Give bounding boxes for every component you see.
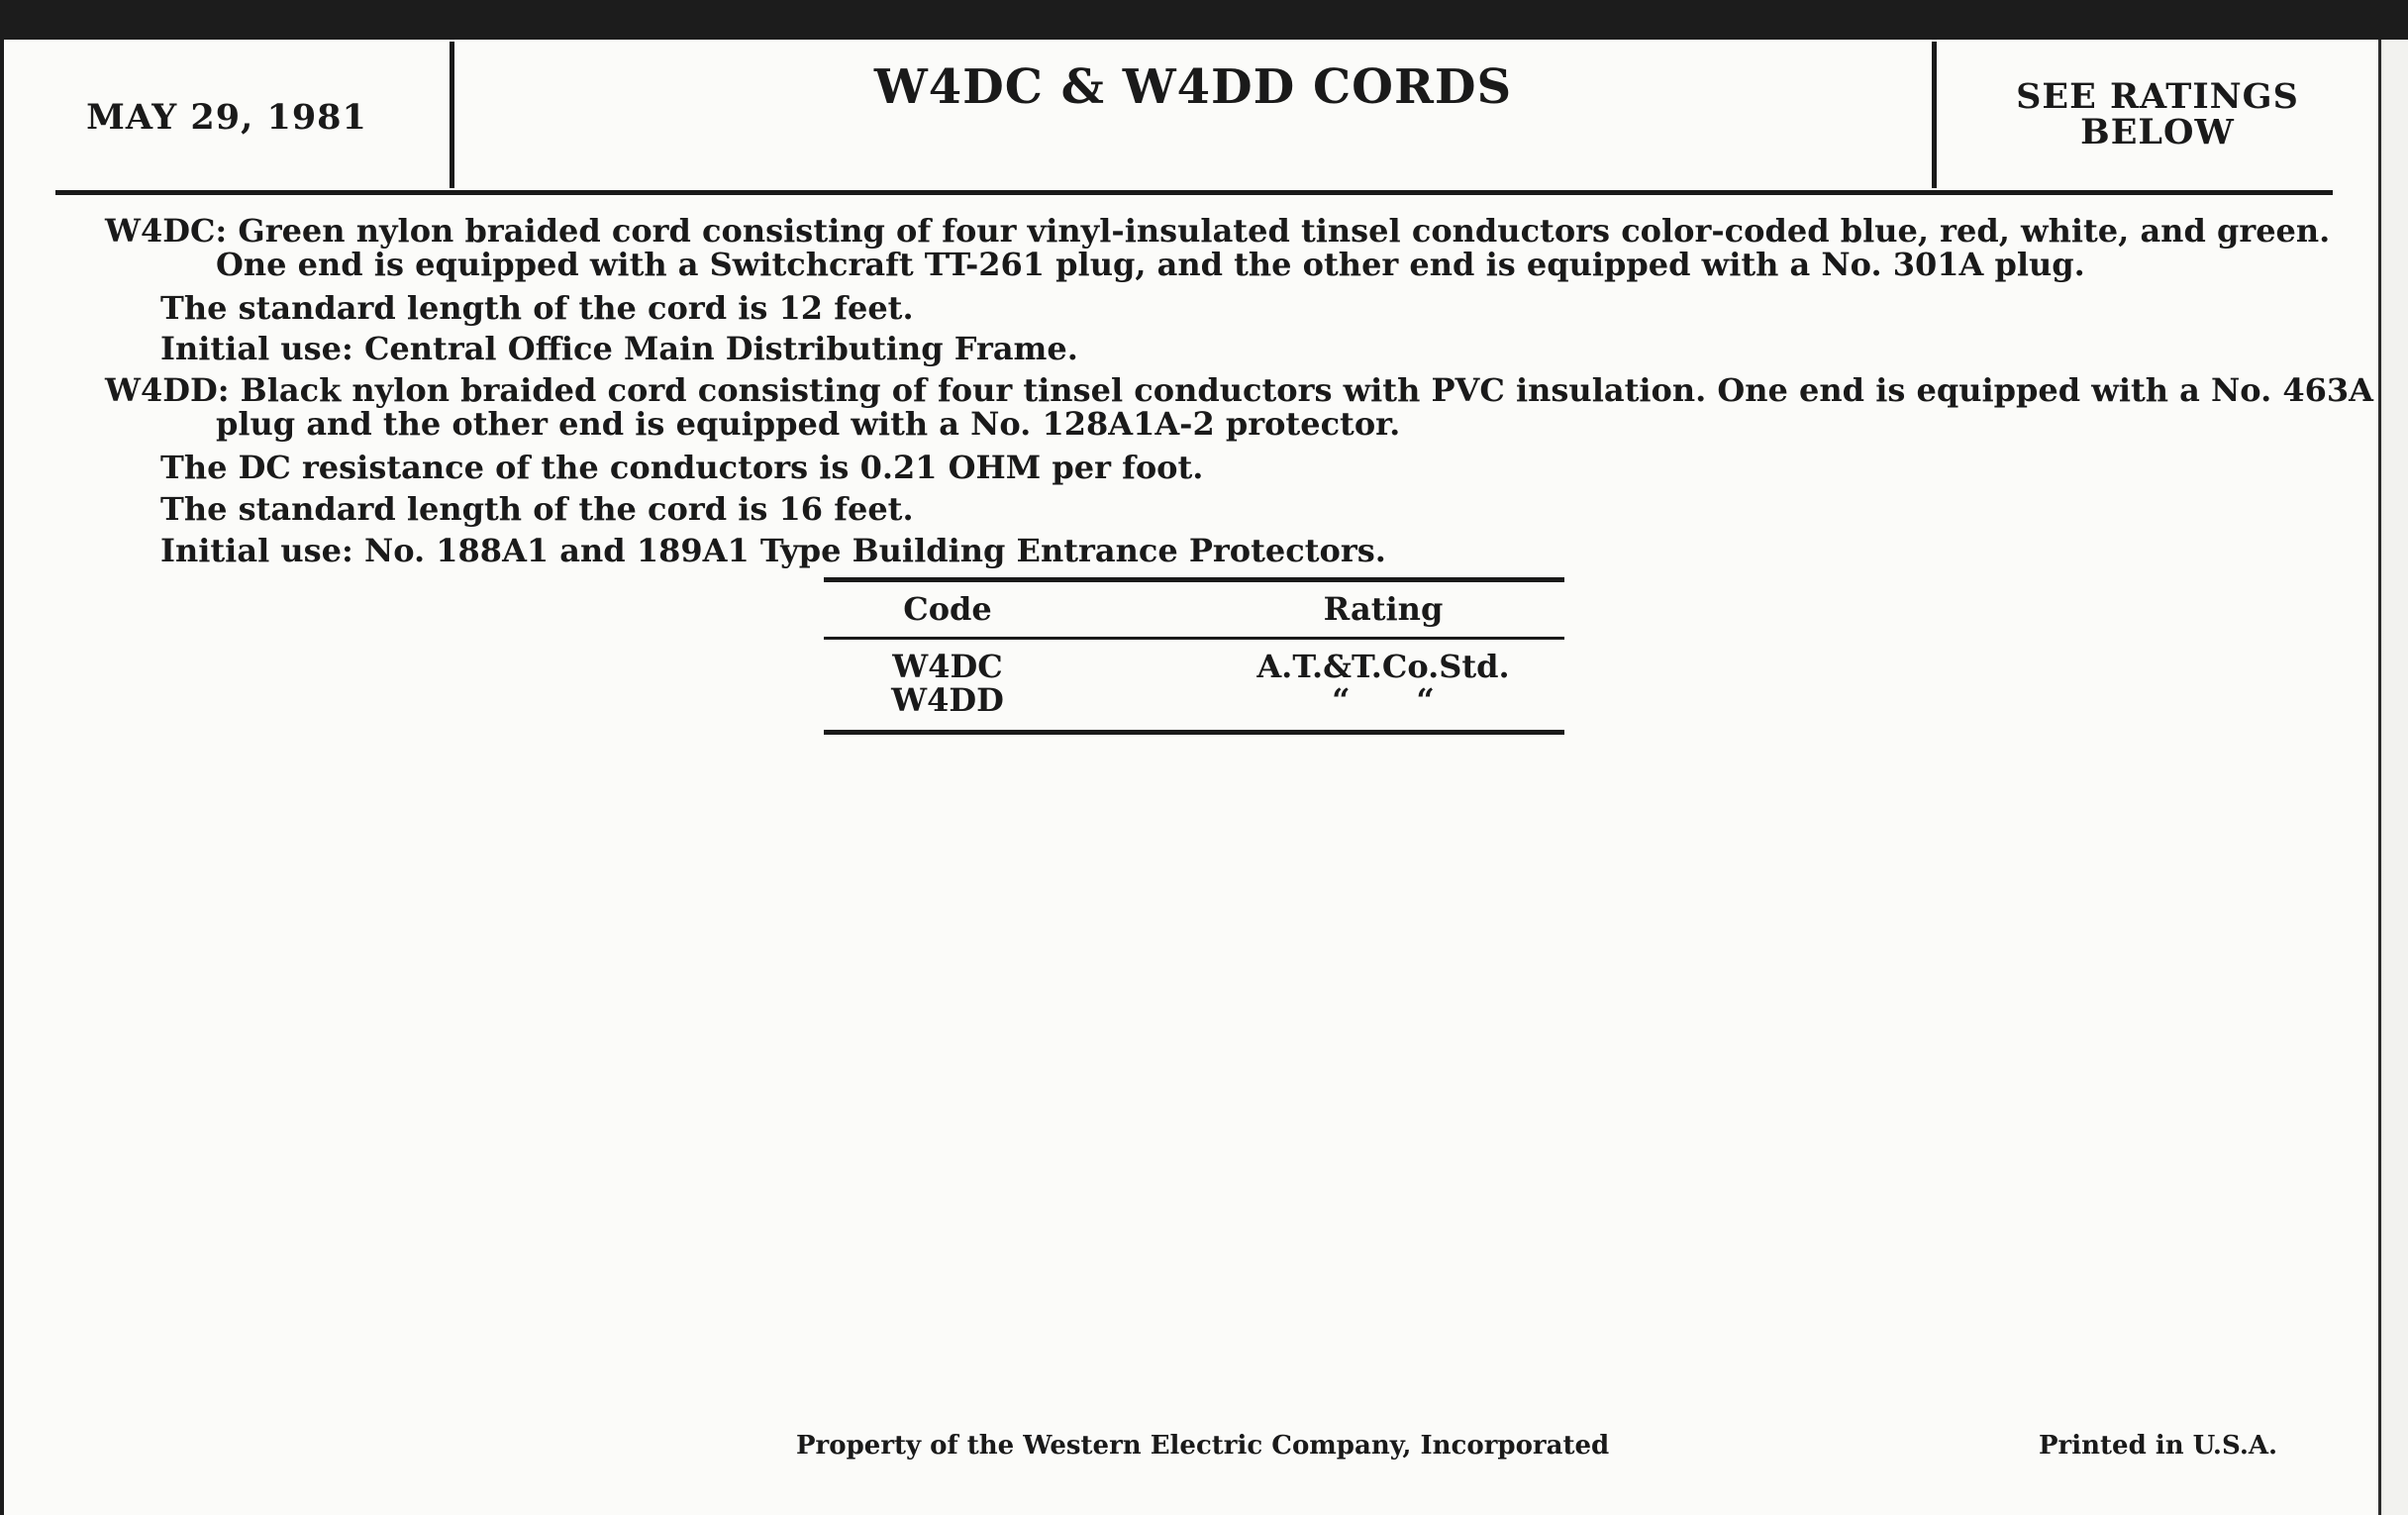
w4dd-resistance: The DC resistance of the conductors is 0.21 OHM per foot.	[160, 449, 1204, 486]
ratings-table	[824, 577, 1564, 736]
table-column-rating	[1240, 650, 1527, 717]
table-header-code: Code	[903, 590, 992, 628]
header-rule	[55, 190, 2333, 195]
w4dd-initial-use: Initial use: No. 188A1 and 189A1 Type Building Entrance Protectors.	[160, 532, 1386, 569]
table-rule-top	[824, 577, 1564, 582]
page-title: W4DC & W4DD CORDS	[873, 59, 1513, 115]
issue-date: MAY 29, 1981	[86, 97, 367, 138]
w4dd-description-line2: plug and the other end is equipped with a No. 128A1A-2 protector.	[216, 405, 1401, 443]
card-header	[4, 40, 2378, 194]
spec-card	[4, 40, 2378, 1515]
w4dd-length: The standard length of the cord is 16 feet.	[160, 490, 914, 528]
w4dc-description-line2: One end is equipped with a Switchcraft TT-261 plug, and the other end is equipped with a No. 301A plug.	[216, 246, 2085, 283]
table-cell-rating: “ “	[1332, 681, 1435, 719]
footer-printed-in: Printed in U.S.A.	[2039, 1431, 2278, 1461]
footer-property-notice: Property of the Western Electric Company, Incorporated	[796, 1431, 1610, 1461]
table-rule-header	[824, 637, 1564, 640]
ratings-note	[1937, 76, 2378, 152]
table-column-code	[824, 650, 1071, 717]
ratings-note-line1: SEE RATINGS	[2016, 76, 2299, 117]
page-edge-line	[2378, 40, 2381, 1515]
w4dd-description	[105, 371, 2373, 443]
table-cell-code: W4DC	[892, 648, 1003, 685]
w4dc-description-line1: W4DC: Green nylon braided cord consisting of four vinyl-insulated tinsel conductors color-coded blue, red, white, and green.	[105, 212, 2331, 250]
w4dc-description	[105, 212, 2331, 283]
table-rule-bottom	[824, 730, 1564, 735]
table-header-rating: Rating	[1323, 590, 1444, 628]
w4dd-description-line1: W4DD: Black nylon braided cord consisting of four tinsel conductors with PVC insulation. One end is equipped with a No. 463A	[105, 371, 2373, 409]
page-edge	[2378, 40, 2408, 1515]
ratings-note-line2: BELOW	[2080, 112, 2235, 152]
table-cell-code: W4DD	[891, 681, 1004, 719]
w4dc-length: The standard length of the cord is 12 feet.	[160, 289, 914, 327]
table-cell-rating: A.T.&T.Co.Std.	[1256, 648, 1510, 685]
w4dc-initial-use: Initial use: Central Office Main Distributing Frame.	[160, 330, 1078, 367]
